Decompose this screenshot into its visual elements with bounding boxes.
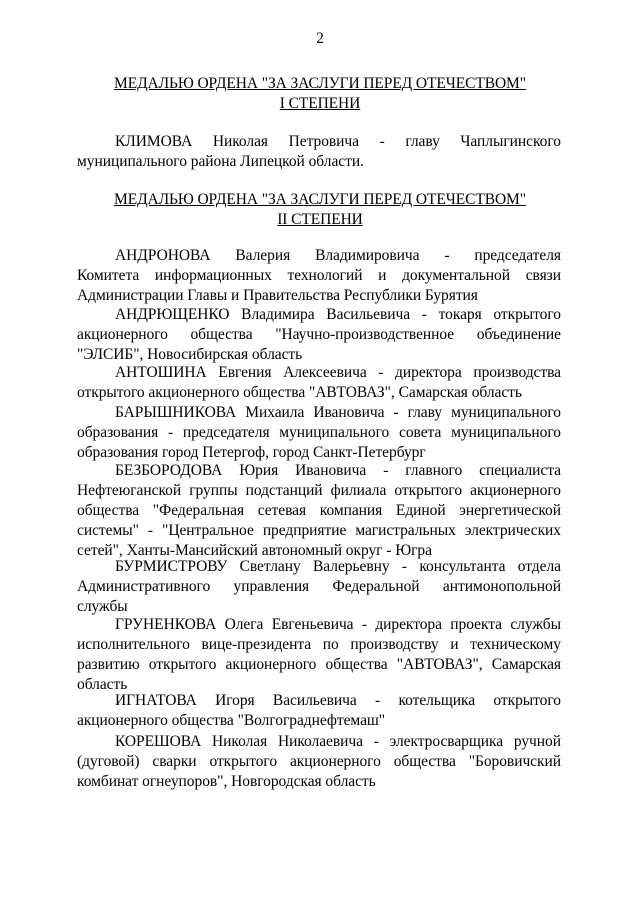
entry-line: комбинат огнеупоров", Новгородская область: [77, 773, 376, 790]
entry-line: "ЭЛСИБ", Новосибирская область: [77, 346, 303, 363]
entry-line: Комитета информационных технологий и документальной связи: [77, 267, 561, 284]
entry-line: Административного управления Федеральной антимонопольной: [77, 578, 561, 595]
entry-line: ИГНАТОВА Игоря Васильевича - котельщика открытого: [115, 692, 561, 709]
entry-line: БУРМИСТРОВУ Светлану Валерьевну - консультанта отдела: [115, 558, 561, 575]
entry-line: БАРЫШНИКОВА Михаила Ивановича - главу муниципального: [115, 404, 561, 421]
entry-line: КЛИМОВА Николая Петровича - главу Чаплыгинского: [115, 133, 561, 150]
entry-line: развитию открытого акционерного общества "АВТОВАЗ", Самарская: [77, 656, 561, 673]
section-heading-2-line2: II СТЕПЕНИ: [277, 210, 363, 228]
entry-line: акционерного общества "Научно-производственное объединение: [77, 326, 561, 343]
entry-line: муниципального района Липецкой области.: [77, 153, 364, 170]
award-entry-antoshin: [77, 363, 561, 403]
section-heading-1-line1: МЕДАЛЬЮ ОРДЕНА "ЗА ЗАСЛУГИ ПЕРЕД ОТЕЧЕСТВОМ": [114, 75, 526, 92]
entry-line: образования город Петергоф, город Санкт-Петербург: [77, 444, 426, 461]
entry-line: службы: [77, 598, 128, 615]
entry-line: сетей", Ханты-Мансийский автономный округ - Югра: [77, 542, 432, 559]
entry-line: общества "Федеральная сетевая компания Единой энергетической: [77, 502, 561, 519]
section-heading-2-line1: МЕДАЛЬЮ ОРДЕНА "ЗА ЗАСЛУГИ ПЕРЕД ОТЕЧЕСТВОМ": [114, 191, 526, 208]
award-entry-baryshnikov: [77, 403, 561, 463]
award-entry-bezborodov: [77, 461, 561, 561]
entry-line: открытого акционерного общества "АВТОВАЗ", Самарская область: [77, 384, 522, 401]
entry-line: исполнительного вице-президента по производству и техническому: [77, 636, 561, 653]
entry-line: Администрации Главы и Правительства Республики Бурятия: [77, 287, 478, 304]
entry-line: ГРУНЕНКОВА Олега Евгеньевича - директора проекта службы: [115, 616, 561, 633]
award-entry-burmistrova: [77, 557, 561, 617]
entry-line: Нефтеюганской группы подстанций филиала открытого акционерного: [77, 482, 561, 499]
award-entry-koreshov: [77, 732, 561, 792]
section-heading-1-line2: I СТЕПЕНИ: [279, 94, 361, 112]
entry-line: системы" - "Центральное предприятие магистральных электрических: [77, 522, 561, 539]
entry-line: акционерного общества "Волгограднефтемаш": [77, 712, 386, 729]
entry-line: АНТОШИНА Евгения Алексеевича - директора производства: [115, 364, 561, 381]
award-entry-ignatov: [77, 691, 561, 731]
entry-line: (дуговой) сварки открытого акционерного общества "Боровичский: [77, 753, 561, 770]
entry-line: АНДРЮЩЕНКО Владимира Васильевича - токаря открытого: [115, 306, 561, 323]
section-heading-2: [0, 190, 640, 229]
entry-line: область: [77, 676, 128, 693]
page-number: 2: [316, 30, 324, 47]
entry-line: БЕЗБОРОДОВА Юрия Ивановича - главного специалиста: [115, 462, 561, 479]
entry-line: КОРЕШОВА Николая Николаевича - электросварщика ручной: [115, 733, 561, 750]
award-entry-klimov: [77, 132, 561, 172]
award-entry-andronov: [77, 246, 561, 306]
award-entry-grunenkov: [77, 615, 561, 695]
award-entry-andryushchenko: [77, 305, 561, 365]
entry-line: АНДРОНОВА Валерия Владимировича - председателя: [115, 247, 561, 264]
section-heading-1: [0, 74, 640, 113]
entry-line: образования - председателя муниципального совета муниципального: [77, 424, 561, 441]
